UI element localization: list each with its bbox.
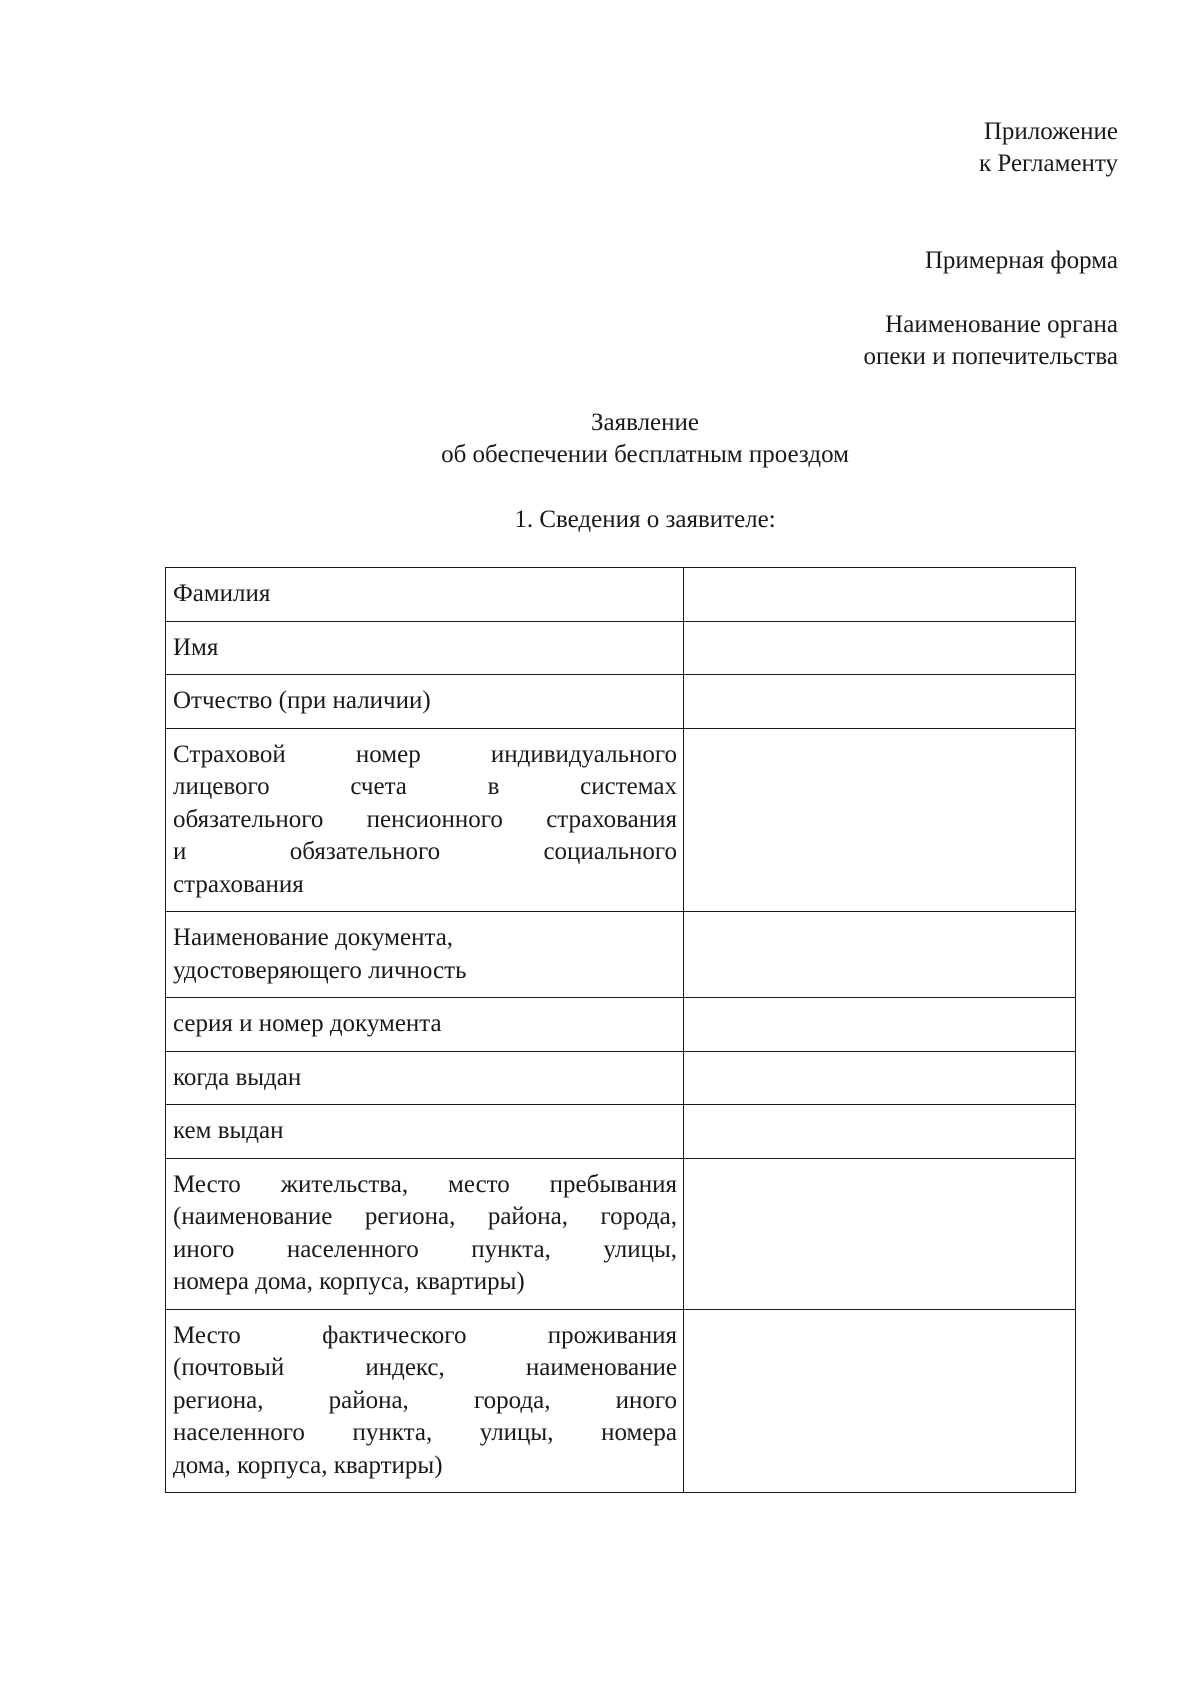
label-line: Фамилия (173, 580, 271, 607)
label-line: страхования (173, 870, 304, 898)
field-value-actual-address[interactable] (684, 1309, 1076, 1493)
title-line-2: об обеспечении бесплатным проездом (441, 441, 849, 468)
table-row (166, 998, 1076, 1052)
label-line: Место жительства, место пребывания (173, 1170, 677, 1198)
label-line: номера дома, корпуса, квартиры) (173, 1268, 525, 1295)
label-line: Место фактического проживания (173, 1321, 677, 1349)
field-label-issued-by (166, 1105, 684, 1159)
form-type-label: Примерная форма (924, 247, 1118, 274)
table-row (166, 621, 1076, 675)
label-line: лицевого счета в системах (173, 773, 677, 800)
table-row (166, 912, 1076, 998)
field-value-name[interactable] (684, 621, 1076, 675)
field-label-actual-address (166, 1309, 684, 1493)
field-label-registration-address (166, 1158, 684, 1309)
label-line: (наименование региона, района, города, (173, 1203, 677, 1230)
authority-line-1: Наименование органа (885, 311, 1118, 338)
field-value-snils[interactable] (684, 728, 1076, 912)
label-line: кем выдан (173, 1117, 284, 1144)
label-line: иного населенного пункта, улицы, (173, 1235, 677, 1263)
document-title (0, 407, 1200, 471)
table-row (166, 728, 1076, 912)
authority-name (863, 309, 1118, 373)
table-row (166, 1158, 1076, 1309)
label-line: обязательного пенсионного страхования (173, 805, 677, 833)
table-row (166, 1051, 1076, 1105)
field-label-surname (166, 568, 684, 622)
label-line: (почтовый индекс, наименование (173, 1354, 677, 1381)
label-line: Отчество (при наличии) (173, 687, 431, 714)
table-row (166, 1105, 1076, 1159)
label-line: Страховой номер индивидуального (173, 740, 677, 768)
field-value-document-number[interactable] (684, 998, 1076, 1052)
field-value-issue-date[interactable] (684, 1051, 1076, 1105)
field-label-document-number (166, 998, 684, 1052)
label-line: серия и номер документа (173, 1010, 442, 1037)
table-row (166, 568, 1076, 622)
table-row (166, 675, 1076, 729)
field-label-id-document (166, 912, 684, 998)
title-line-1: Заявление (590, 409, 700, 436)
field-value-surname[interactable] (684, 568, 1076, 622)
appendix-line-1: Приложение (983, 118, 1118, 145)
field-label-patronymic (166, 675, 684, 729)
label-line: когда выдан (173, 1063, 302, 1091)
field-value-registration-address[interactable] (684, 1158, 1076, 1309)
field-value-patronymic[interactable] (684, 675, 1076, 729)
applicant-info-table (165, 567, 1076, 1493)
label-line: населенного пункта, улицы, номера (173, 1419, 677, 1446)
label-line: Имя (173, 633, 219, 661)
field-label-issue-date (166, 1051, 684, 1105)
table-row (166, 1309, 1076, 1493)
field-label-name (166, 621, 684, 675)
appendix-line-2: к Регламенту (978, 150, 1118, 177)
label-line: удостоверяющего личность (173, 956, 467, 984)
appendix-reference (979, 116, 1118, 180)
field-value-id-document[interactable] (684, 912, 1076, 998)
section-heading: 1. Сведения о заявителе: (514, 506, 776, 533)
form-type (925, 245, 1118, 277)
field-label-snils (166, 728, 684, 912)
field-value-issued-by[interactable] (684, 1105, 1076, 1159)
authority-line-2: опеки и попечительства (863, 343, 1118, 370)
label-line: региона, района, города, иного (173, 1386, 677, 1414)
label-line: и обязательного социального (173, 838, 677, 865)
label-line: дома, корпуса, квартиры) (173, 1451, 443, 1479)
label-line: Наименование документа, (173, 924, 454, 951)
